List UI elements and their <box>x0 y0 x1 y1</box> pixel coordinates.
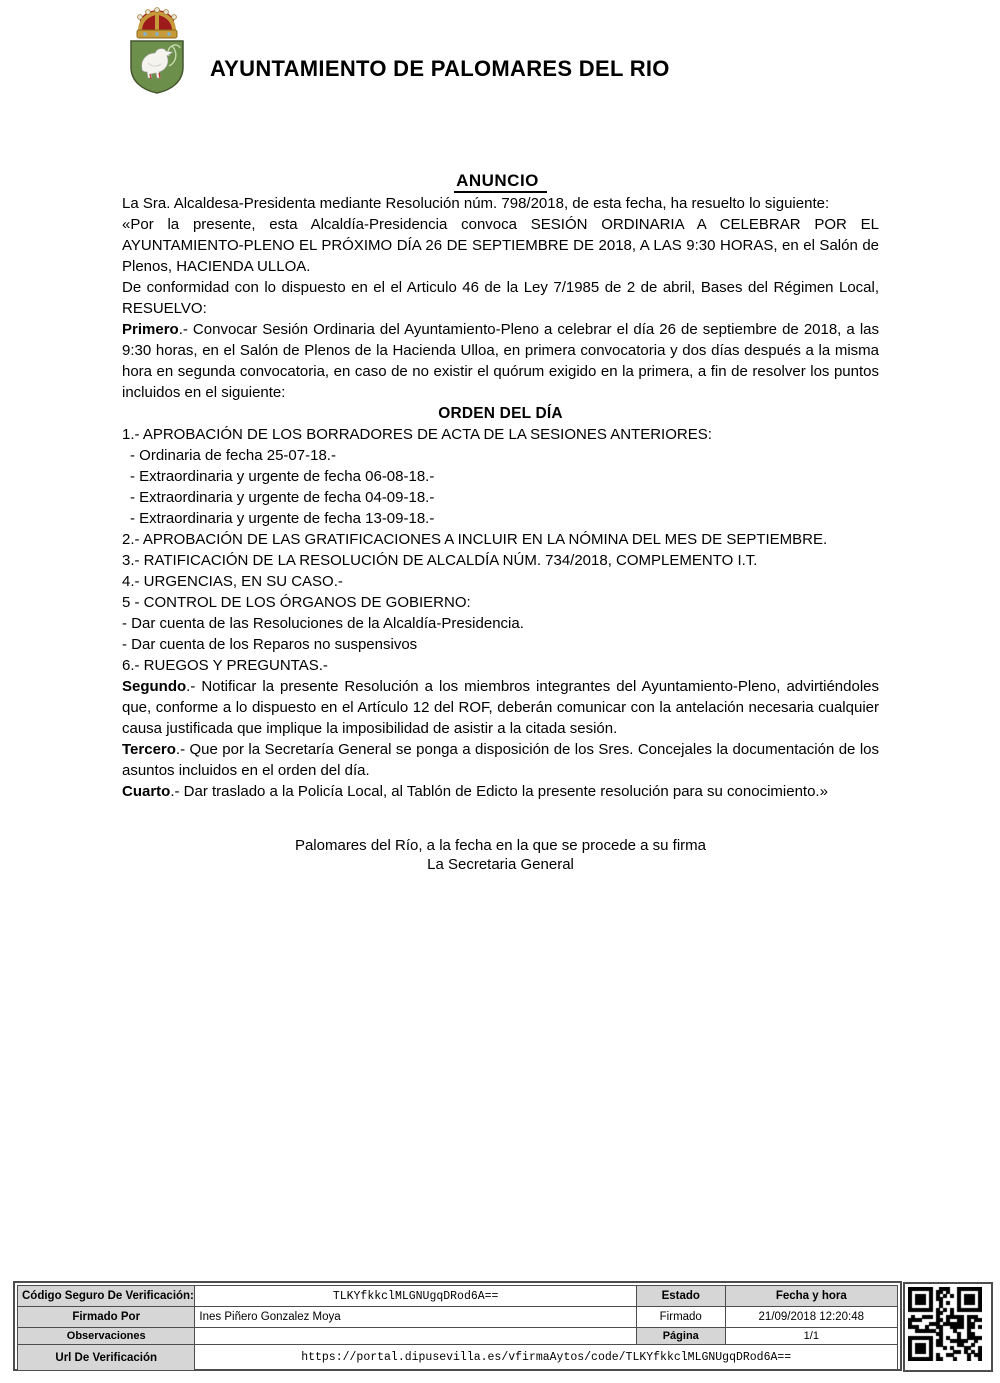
pagina-label: Página <box>636 1328 725 1345</box>
coat-of-arms-icon <box>123 6 191 96</box>
csv-value: TLKYfkkclMLGNUgqDRod6A== <box>195 1286 637 1307</box>
qr-code-canvas <box>908 1287 982 1361</box>
segundo-label: Segundo <box>122 678 187 695</box>
firmado-por-value: Ines Piñero Gonzalez Moya <box>195 1307 637 1328</box>
agenda-line: - Extraordinaria y urgente de fecha 04-09-18.- <box>130 489 435 506</box>
signature-block <box>122 836 879 874</box>
agenda-line: - Ordinaria de fecha 25-07-18.- <box>130 447 336 464</box>
tercero-label: Tercero <box>122 741 176 758</box>
agenda-line: - Dar cuenta de las Resoluciones de la Alcaldía-Presidencia. <box>122 615 524 632</box>
agenda-line: - Extraordinaria y urgente de fecha 06-08-18.- <box>130 468 435 485</box>
doc-title: ANUNCIO <box>454 170 547 193</box>
segundo-text: .- Notificar la presente Resolución a los miembros integrantes del Ayuntamiento-Pleno, advirtiéndoles que, conforme a lo dispuesto en el Artículo 12 del ROF, deberán comunicar con la antelación necesaria cualquier causa justificada que implique la imposibilidad de asistir a la citada sesión. <box>122 678 879 737</box>
paragraph-tercero <box>122 739 879 781</box>
org-title: AYUNTAMIENTO DE PALOMARES DEL RIO <box>210 56 670 81</box>
fecha-value: 21/09/2018 12:20:48 <box>725 1307 897 1328</box>
agenda-list <box>122 424 879 676</box>
paragraph-cuarto <box>122 781 879 802</box>
cuarto-label: Cuarto <box>122 783 171 800</box>
estado-value: Firmado <box>636 1307 725 1328</box>
paragraph-segundo <box>122 676 879 739</box>
agenda-line: 6.- RUEGOS Y PREGUNTAS.- <box>122 657 328 674</box>
qr-code <box>903 1282 993 1372</box>
agenda-line: 2.- APROBACIÓN DE LAS GRATIFICACIONES A INCLUIR EN LA NÓMINA DEL MES DE SEPTIEMBRE. <box>122 531 828 548</box>
agenda-line: - Dar cuenta de los Reparos no suspensivos <box>122 636 418 653</box>
document-body <box>122 170 879 874</box>
paragraph-intro: La Sra. Alcaldesa-Presidenta mediante Resolución núm. 798/2018, de esta fecha, ha resuelto lo siguiente: <box>122 195 830 212</box>
signature-role: La Secretaria General <box>427 856 574 873</box>
paragraph-convocatoria: «Por la presente, esta Alcaldía-Presidencia convoca SESIÓN ORDINARIA A CELEBRAR POR EL AYUNTAMIENTO-PLENO EL PRÓXIMO DÍA 26 DE SEPTIEMBRE DE 2018, A LAS 9:30 HORAS, en el Salón de Plenos, HACIENDA ULLOA. <box>122 216 879 275</box>
pagina-value: 1/1 <box>725 1328 897 1345</box>
doc-title-row <box>122 170 879 193</box>
csv-label: Código Seguro De Verificación: <box>18 1286 195 1307</box>
observaciones-label: Observaciones <box>18 1328 195 1345</box>
primero-text: .- Convocar Sesión Ordinaria del Ayuntamiento-Pleno a celebrar el día 26 de septiembre de 2018, a las 9:30 horas, en el Salón de Plenos de la Hacienda Ulloa, en primera convocatoria y dos días después a la misma hora en segunda convocatoria, en caso de no existir el quórum exigido en la primera, a fin de resolver los puntos incluidos en el siguiente: <box>122 321 879 401</box>
agenda-line: 4.- URGENCIAS, EN SU CASO.- <box>122 573 343 590</box>
estado-header: Estado <box>636 1286 725 1307</box>
agenda-line: 3.- RATIFICACIÓN DE LA RESOLUCIÓN DE ALCALDÍA NÚM. 734/2018, COMPLEMENTO I.T. <box>122 552 758 569</box>
signature-place: Palomares del Río, a la fecha en la que se procede a su firma <box>294 837 707 854</box>
firmado-por-label: Firmado Por <box>18 1307 195 1328</box>
observaciones-value <box>195 1328 637 1345</box>
cuarto-text: .- Dar traslado a la Policía Local, al Tablón de Edicto la presente resolución para su conocimiento.» <box>170 783 828 800</box>
coat-of-arms <box>123 6 191 101</box>
agenda-line: 1.- APROBACIÓN DE LOS BORRADORES DE ACTA DE LA SESIONES ANTERIORES: <box>122 426 712 443</box>
agenda-line: - Extraordinaria y urgente de fecha 13-09-18.- <box>130 510 435 527</box>
url-label: Url De Verificación <box>18 1345 195 1371</box>
orden-del-dia-title: ORDEN DEL DÍA <box>438 405 563 422</box>
fecha-header: Fecha y hora <box>725 1286 897 1307</box>
paragraph-primero <box>122 319 879 403</box>
url-value: https://portal.dipusevilla.es/vfirmaAytos/code/TLKYfkkclMLGNUgqDRod6A== <box>195 1345 898 1371</box>
paragraph-conformidad: De conformidad con lo dispuesto en el el Articulo 46 de la Ley 7/1985 de 2 de abril, Bases del Régimen Local, RESUELVO: <box>122 279 879 317</box>
primero-label: Primero <box>122 321 179 338</box>
footer-verification-table <box>13 1281 902 1371</box>
agenda-line: 5 - CONTROL DE LOS ÓRGANOS DE GOBIERNO: <box>122 594 471 611</box>
tercero-text: .- Que por la Secretaría General se ponga a disposición de los Sres. Concejales la documentación de los asuntos incluidos en el orden del día. <box>122 741 879 779</box>
